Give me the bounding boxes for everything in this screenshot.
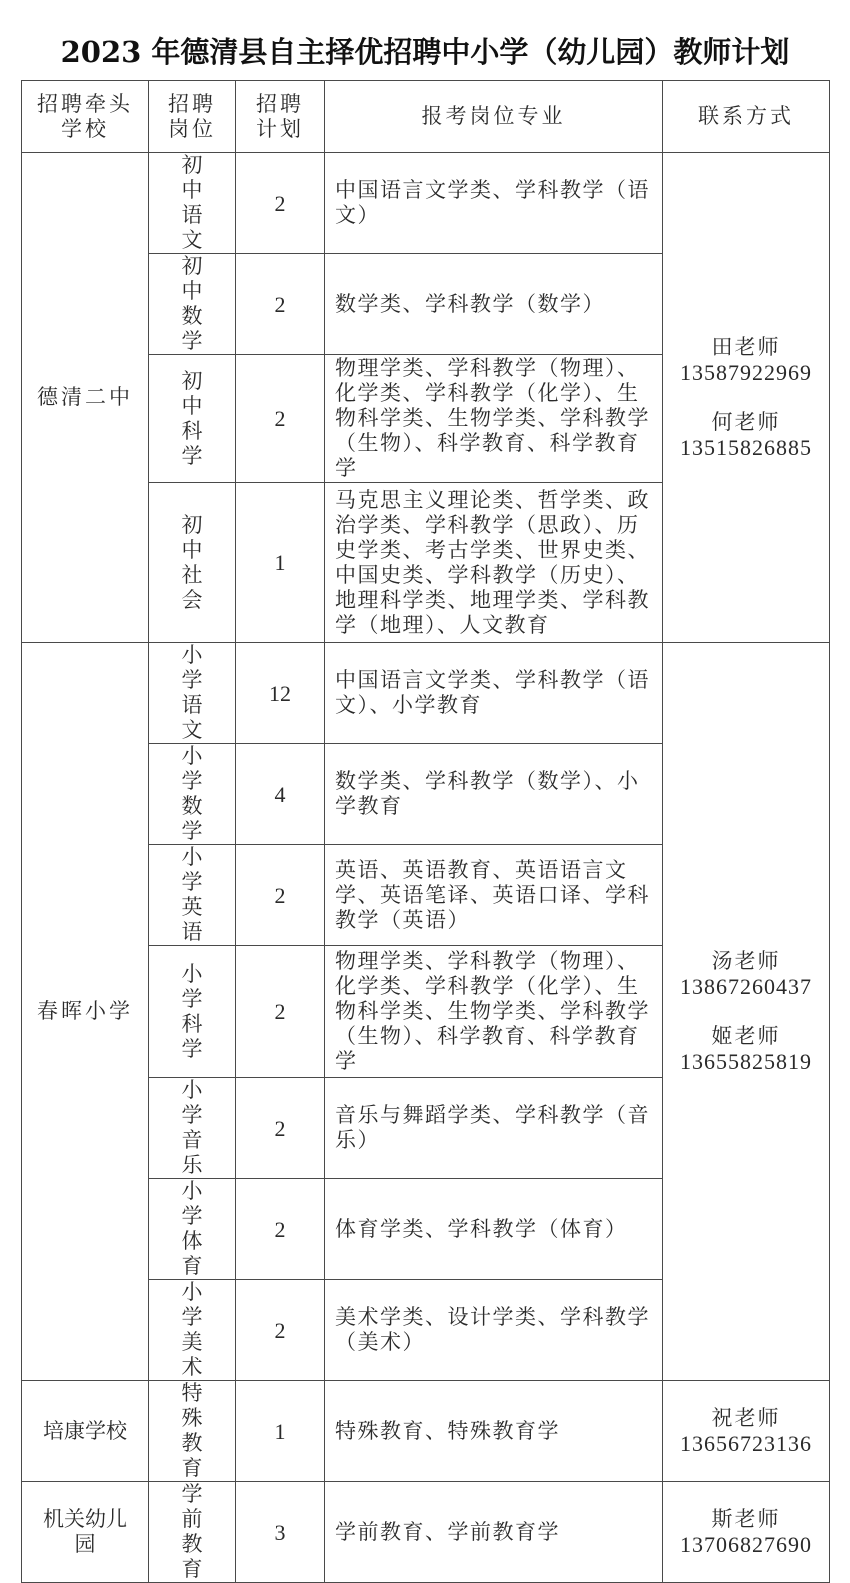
contact-phone: 13867260437	[680, 974, 812, 999]
plan-count-cell: 2	[236, 845, 325, 946]
contact-phone: 13587922969	[680, 360, 812, 385]
position-cell: 特殊教育	[149, 1381, 236, 1482]
plan-count-cell: 2	[236, 1179, 325, 1280]
major-cell: 中国语言文学类、学科教学（语文）、小学教育	[325, 643, 663, 744]
contact-phone: 13656723136	[680, 1431, 812, 1456]
major-cell: 中国语言文学类、学科教学（语文）	[325, 153, 663, 254]
contact-name: 汤老师	[711, 949, 781, 973]
position-cell: 初中数学	[149, 254, 236, 355]
school-cell: 机关幼儿园	[22, 1482, 149, 1583]
position-cell: 小学音乐	[149, 1078, 236, 1179]
contact-cell	[663, 1381, 830, 1482]
contact-phone: 13655825819	[680, 1049, 812, 1074]
contact-cell	[663, 1482, 830, 1583]
major-cell: 物理学类、学科教学（物理）、化学类、学科教学（化学）、生物科学类、生物学类、学科教学（生物）、科学教育、科学教育学	[325, 355, 663, 483]
major-cell: 英语、英语教育、英语语言文学、英语笔译、英语口译、学科教学（英语）	[325, 845, 663, 946]
plan-count-cell: 12	[236, 643, 325, 744]
contact-name: 姬老师	[711, 1024, 781, 1048]
major-cell: 马克思主义理论类、哲学类、政治学类、学科教学（思政）、历史学类、考古学类、世界史类、中国史类、学科教学（历史）、地理科学类、地理学类、学科教学（地理）、人文教育	[325, 483, 663, 643]
header-plan: 招聘计划	[236, 81, 325, 153]
major-cell: 数学类、学科教学（数学）	[325, 254, 663, 355]
school-cell: 德清二中	[22, 153, 149, 643]
plan-count-cell: 2	[236, 355, 325, 483]
table-header-row	[22, 81, 830, 153]
position-cell: 小学美术	[149, 1280, 236, 1381]
table-row	[22, 1381, 830, 1482]
plan-count-cell: 2	[236, 1280, 325, 1381]
major-cell: 物理学类、学科教学（物理）、化学类、学科教学（化学）、生物科学类、生物学类、学科教学（生物）、科学教育、科学教育学	[325, 946, 663, 1078]
plan-count-cell: 2	[236, 254, 325, 355]
contact-phone: 13706827690	[680, 1532, 812, 1557]
contact-cell	[663, 153, 830, 643]
position-cell: 小学语文	[149, 643, 236, 744]
header-contact: 联系方式	[663, 81, 830, 153]
table-row	[22, 643, 830, 744]
contact-name: 何老师	[711, 410, 781, 434]
major-cell: 数学类、学科教学（数学）、小学教育	[325, 744, 663, 845]
position-cell: 初中语文	[149, 153, 236, 254]
major-cell: 体育学类、学科教学（体育）	[325, 1179, 663, 1280]
school-cell: 春晖小学	[22, 643, 149, 1381]
position-cell: 小学数学	[149, 744, 236, 845]
contact-name: 田老师	[711, 335, 781, 359]
school-cell: 培康学校	[22, 1381, 149, 1482]
header-major: 报考岗位专业	[325, 81, 663, 153]
contact-name: 斯老师	[711, 1507, 781, 1531]
plan-count-cell: 4	[236, 744, 325, 845]
major-cell: 特殊教育、特殊教育学	[325, 1381, 663, 1482]
position-cell: 小学科学	[149, 946, 236, 1078]
major-cell: 学前教育、学前教育学	[325, 1482, 663, 1583]
plan-count-cell: 2	[236, 946, 325, 1078]
recruitment-plan-table	[21, 80, 830, 1583]
plan-count-cell: 2	[236, 153, 325, 254]
contact-name: 祝老师	[711, 1406, 781, 1430]
table-row	[22, 1482, 830, 1583]
major-cell: 音乐与舞蹈学类、学科教学（音乐）	[325, 1078, 663, 1179]
plan-count-cell: 1	[236, 1381, 325, 1482]
position-cell: 学前教育	[149, 1482, 236, 1583]
contact-phone: 13515826885	[680, 435, 812, 460]
position-cell: 小学体育	[149, 1179, 236, 1280]
contact-cell	[663, 643, 830, 1381]
header-school: 招聘牵头学校	[22, 81, 149, 153]
position-cell: 初中社会	[149, 483, 236, 643]
header-position: 招聘岗位	[149, 81, 236, 153]
plan-count-cell: 2	[236, 1078, 325, 1179]
major-cell: 美术学类、设计学类、学科教学（美术）	[325, 1280, 663, 1381]
position-cell: 初中科学	[149, 355, 236, 483]
page-title: 2023 年德清县自主择优招聘中小学（幼儿园）教师计划	[60, 35, 790, 69]
position-cell: 小学英语	[149, 845, 236, 946]
plan-count-cell: 1	[236, 483, 325, 643]
table-row	[22, 153, 830, 254]
plan-count-cell: 3	[236, 1482, 325, 1583]
